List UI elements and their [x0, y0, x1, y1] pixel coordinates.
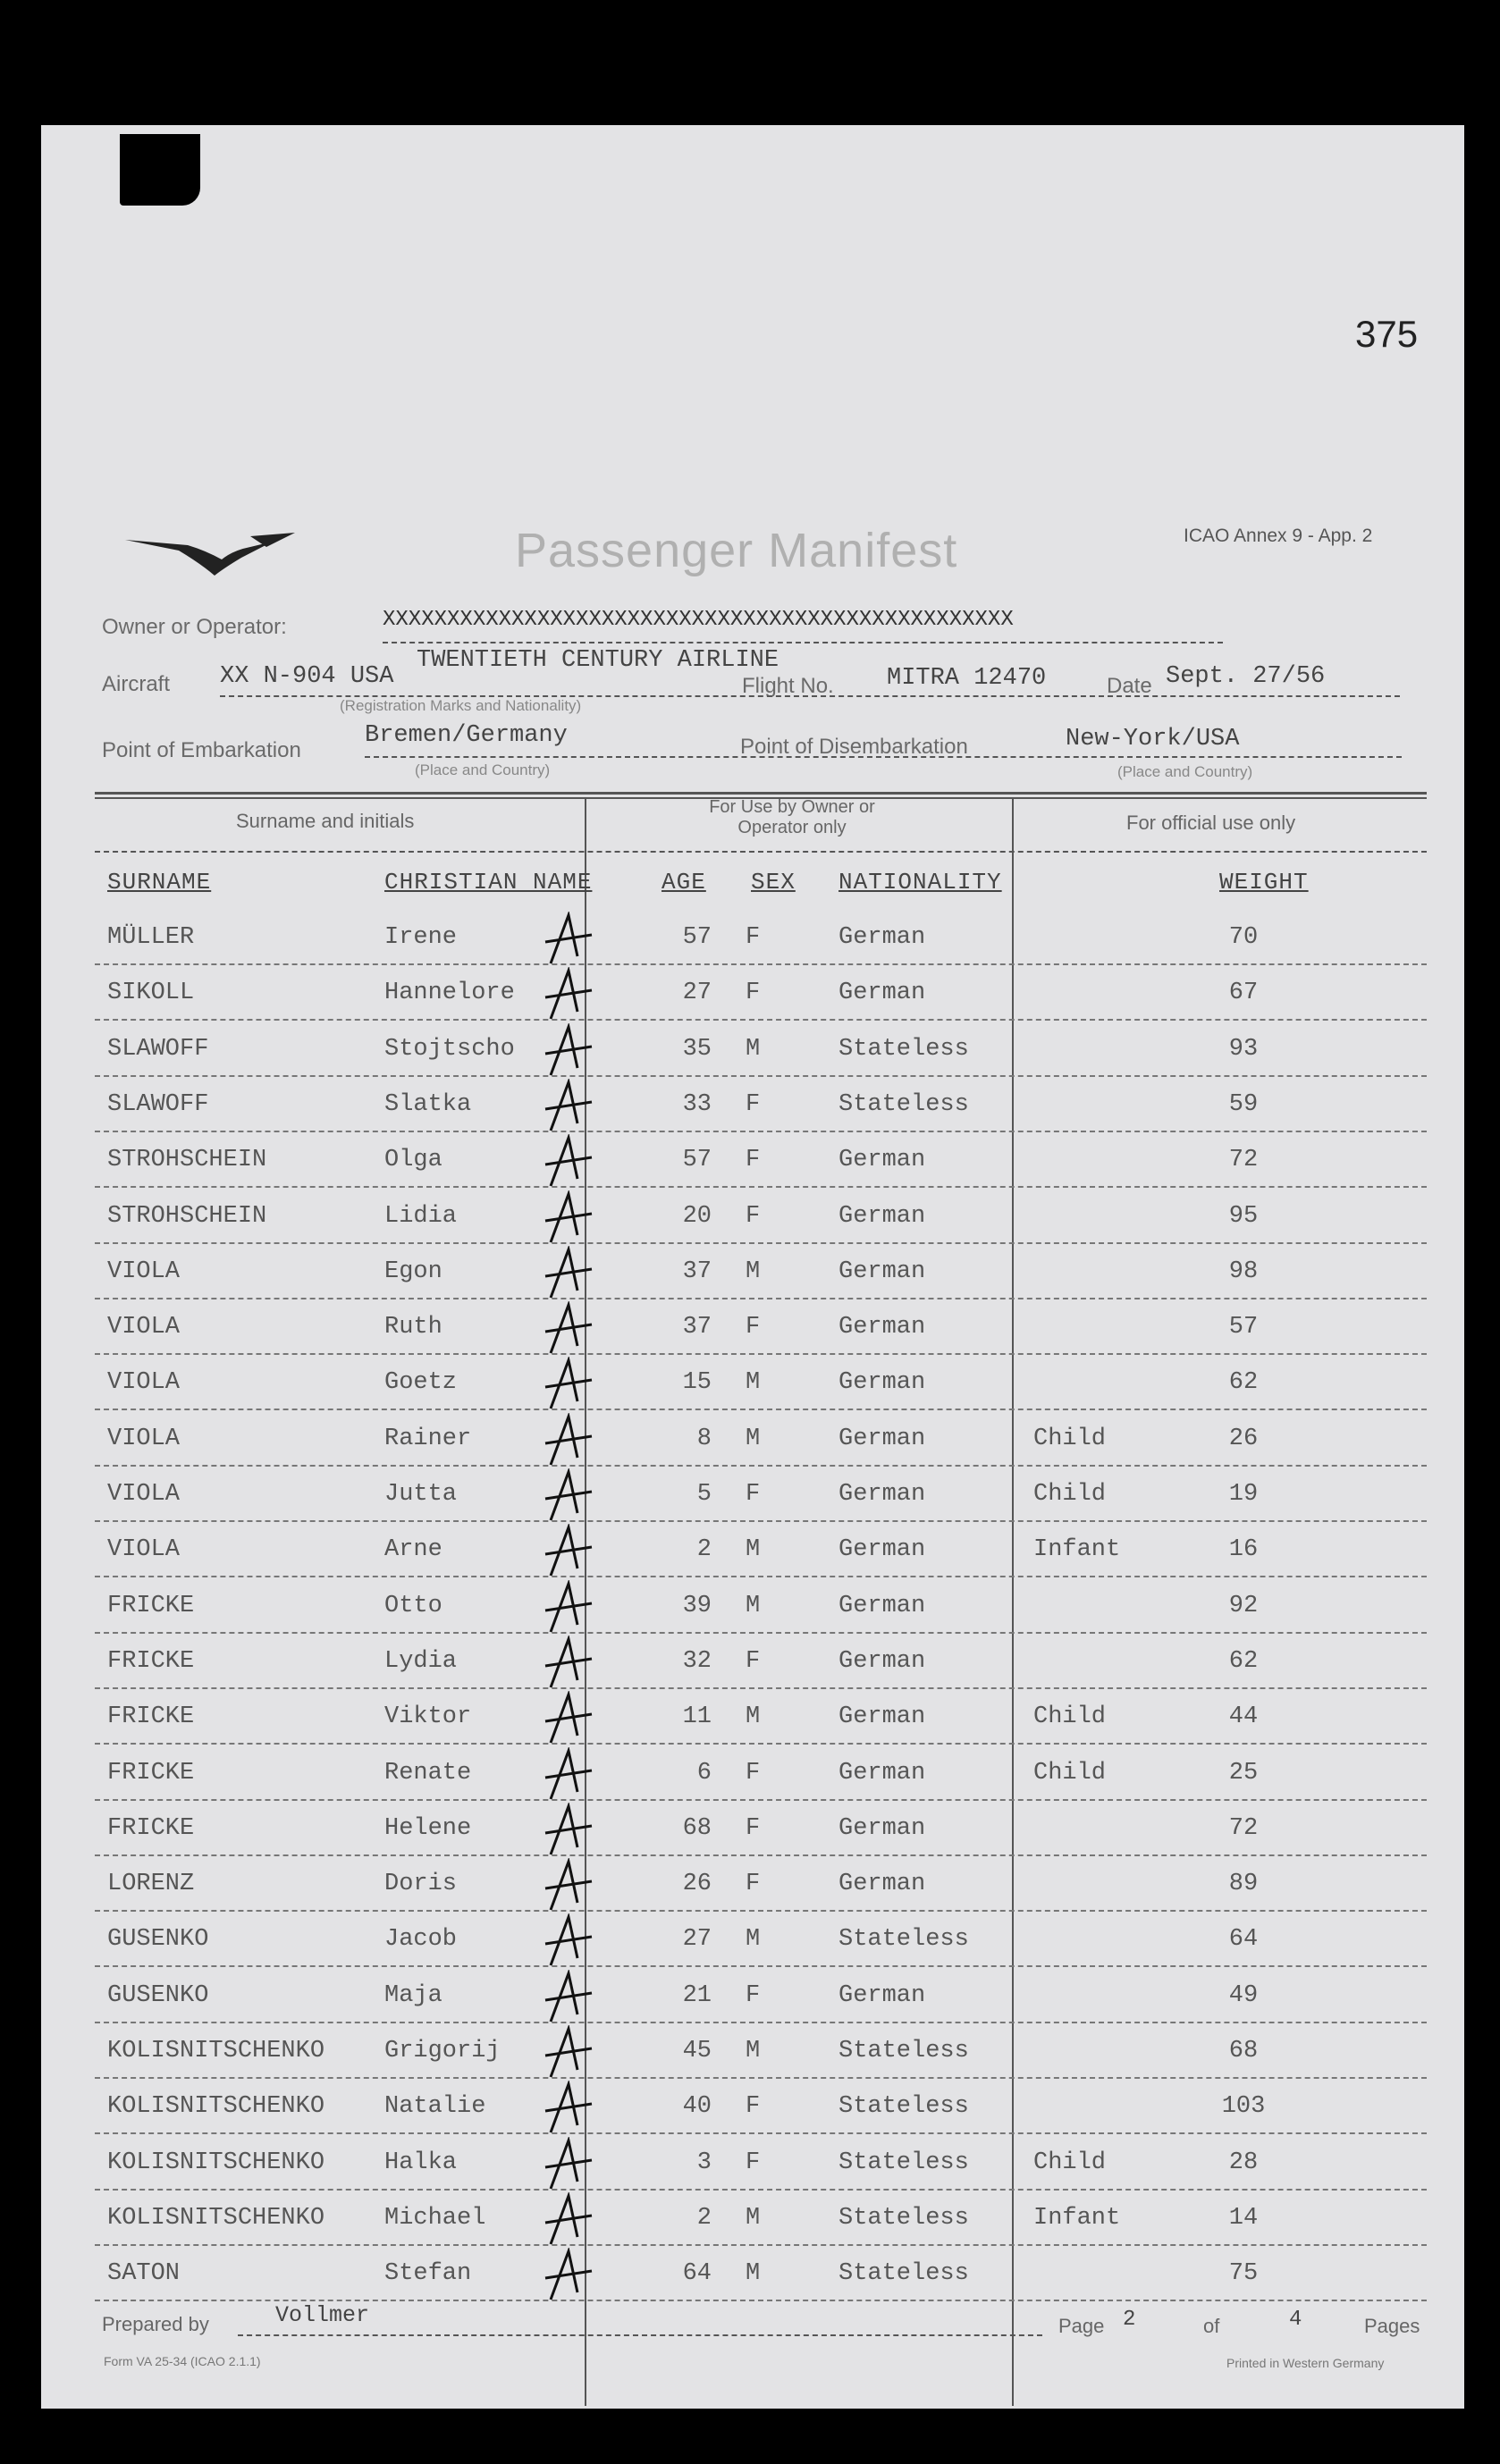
passenger-row: [41, 2248, 1464, 2303]
weight-cell: 62: [1228, 1647, 1259, 1675]
check-mark-icon: [538, 1079, 601, 1134]
check-mark-icon: [538, 1803, 601, 1858]
check-mark-icon: [538, 2192, 601, 2248]
nationality-cell: German: [838, 1369, 926, 1397]
nationality-cell: Stateless: [838, 2038, 969, 2065]
sex-cell: F: [746, 1759, 761, 1787]
weight-cell: 26: [1228, 1425, 1259, 1452]
passenger-row: [41, 1413, 1464, 1468]
weight-cell: 49: [1228, 1981, 1259, 2009]
passenger-row: [41, 1691, 1464, 1746]
christian-name-cell: Arne: [384, 1536, 442, 1564]
passenger-row: [41, 2137, 1464, 2192]
sex-cell: M: [746, 1257, 761, 1285]
flight-value: MITRA 12470: [887, 665, 1047, 692]
sex-cell: M: [746, 1425, 761, 1452]
embarkation-label: Point of Embarkation: [102, 738, 301, 762]
christian-name-cell: Doris: [384, 1871, 458, 1898]
age-cell: 15: [682, 1369, 712, 1397]
check-mark-icon: [538, 1357, 601, 1412]
sex-cell: F: [746, 1090, 761, 1118]
sex-cell: F: [746, 1147, 761, 1174]
date-label: Date: [1107, 674, 1152, 698]
christian-name-cell: Renate: [384, 1759, 472, 1787]
nationality-cell: German: [838, 1314, 926, 1341]
age-cell: 40: [682, 2093, 712, 2121]
weight-cell: 92: [1228, 1592, 1259, 1619]
surname-cell: GUSENKO: [107, 1981, 209, 2009]
sex-cell: F: [746, 1647, 761, 1675]
column-christian-name: CHRISTIAN NAME: [384, 869, 593, 896]
christian-name-cell: Lidia: [384, 1202, 458, 1230]
christian-name-cell: Halka: [384, 2149, 458, 2176]
weight-cell: 75: [1228, 2260, 1259, 2288]
of-label: of: [1203, 2315, 1220, 2337]
column-weight: WEIGHT: [1219, 869, 1309, 896]
christian-name-cell: Helene: [384, 1814, 472, 1842]
nationality-cell: German: [838, 1536, 926, 1564]
passenger-row: [41, 1134, 1464, 1190]
surname-cell: KOLISNITSCHENKO: [107, 2093, 325, 2121]
age-cell: 39: [682, 1592, 712, 1619]
passenger-row: [41, 1858, 1464, 1913]
weight-cell: 72: [1228, 1814, 1259, 1842]
age-cell: 57: [682, 924, 712, 951]
form-number: Form VA 25-34 (ICAO 2.1.1): [104, 2354, 261, 2368]
sex-cell: M: [746, 1035, 761, 1063]
passenger-row: [41, 967, 1464, 1022]
christian-name-cell: Rainer: [384, 1425, 472, 1452]
check-mark-icon: [538, 1301, 601, 1357]
check-mark-icon: [538, 1691, 601, 1746]
section-official-use: For official use only: [1126, 812, 1296, 834]
sex-cell: M: [746, 1369, 761, 1397]
check-mark-icon: [538, 1246, 601, 1301]
check-mark-icon: [538, 967, 601, 1022]
check-mark-icon: [538, 1468, 601, 1524]
surname-cell: KOLISNITSCHENKO: [107, 2204, 325, 2232]
nationality-cell: German: [838, 1981, 926, 2009]
section-surname: Surname and initials: [236, 810, 415, 832]
weight-cell: 89: [1228, 1871, 1259, 1898]
weight-cell: 44: [1228, 1703, 1259, 1731]
check-mark-icon: [538, 2137, 601, 2192]
surname-cell: GUSENKO: [107, 1926, 209, 1954]
passenger-row: [41, 1357, 1464, 1412]
check-mark-icon: [538, 1413, 601, 1468]
remark-cell: Child: [1033, 2149, 1107, 2176]
surname-cell: FRICKE: [107, 1814, 195, 1842]
check-mark-icon: [538, 1190, 601, 1246]
christian-name-cell: Michael: [384, 2204, 486, 2232]
age-cell: 68: [682, 1814, 712, 1842]
surname-cell: LORENZ: [107, 1871, 195, 1898]
nationality-cell: German: [838, 1592, 926, 1619]
passenger-row: [41, 1468, 1464, 1524]
sex-cell: F: [746, 924, 761, 951]
passenger-row: [41, 1246, 1464, 1301]
of-value: 4: [1289, 2308, 1302, 2332]
check-mark-icon: [538, 1580, 601, 1636]
flight-label: Flight No.: [742, 674, 834, 698]
sex-cell: F: [746, 1202, 761, 1230]
surname-cell: SLAWOFF: [107, 1090, 209, 1118]
sex-cell: F: [746, 1314, 761, 1341]
age-cell: 37: [682, 1314, 712, 1341]
surname-cell: VIOLA: [107, 1369, 181, 1397]
passenger-row: [41, 1190, 1464, 1246]
age-cell: 21: [682, 1981, 712, 2009]
surname-cell: FRICKE: [107, 1647, 195, 1675]
surname-cell: FRICKE: [107, 1759, 195, 1787]
christian-name-cell: Natalie: [384, 2093, 486, 2121]
passenger-row: [41, 1636, 1464, 1691]
passenger-row: [41, 912, 1464, 967]
weight-cell: 62: [1228, 1369, 1259, 1397]
weight-cell: 14: [1228, 2204, 1259, 2232]
passenger-row: [41, 2192, 1464, 2248]
passenger-row: [41, 1580, 1464, 1636]
age-cell: 27: [682, 980, 712, 1007]
nationality-cell: Stateless: [838, 2204, 969, 2232]
check-mark-icon: [538, 1636, 601, 1691]
date-value: Sept. 27/56: [1166, 663, 1326, 690]
weight-cell: 57: [1228, 1314, 1259, 1341]
disembarkation-value: New-York/USA: [1066, 726, 1240, 753]
christian-name-cell: Otto: [384, 1592, 442, 1619]
check-mark-icon: [538, 1970, 601, 2025]
check-mark-icon: [538, 2248, 601, 2303]
surname-cell: MÜLLER: [107, 924, 195, 951]
column-age: AGE: [662, 869, 706, 896]
weight-cell: 70: [1228, 924, 1259, 951]
check-mark-icon: [538, 1858, 601, 1913]
column-nationality: NATIONALITY: [838, 869, 1002, 896]
christian-name-cell: Jutta: [384, 1481, 458, 1508]
check-mark-icon: [538, 2025, 601, 2081]
pages-label: Pages: [1364, 2315, 1420, 2337]
surname-cell: KOLISNITSCHENKO: [107, 2149, 325, 2176]
age-cell: 33: [682, 1090, 712, 1118]
sex-cell: M: [746, 2260, 761, 2288]
aircraft-label: Aircraft: [102, 672, 171, 696]
page-value: 2: [1123, 2308, 1136, 2332]
remark-cell: Child: [1033, 1759, 1107, 1787]
nationality-cell: German: [838, 1202, 926, 1230]
page-title: Passenger Manifest: [515, 524, 958, 577]
nationality-cell: Stateless: [838, 1035, 969, 1063]
weight-cell: 95: [1228, 1202, 1259, 1230]
check-mark-icon: [538, 1747, 601, 1803]
disembarkation-sublabel: (Place and Country): [1117, 763, 1253, 780]
sex-cell: M: [746, 1703, 761, 1731]
passenger-row: [41, 2025, 1464, 2081]
age-cell: 27: [682, 1926, 712, 1954]
surname-cell: STROHSCHEIN: [107, 1202, 267, 1230]
age-cell: 57: [682, 1147, 712, 1174]
prepared-by-label: Prepared by: [102, 2313, 209, 2335]
weight-cell: 64: [1228, 1926, 1259, 1954]
passenger-row: [41, 1301, 1464, 1357]
owner-value: XXXXXXXXXXXXXXXXXXXXXXXXXXXXXXXXXXXXXXXXXXXXXXXXX: [383, 608, 1014, 632]
weight-cell: 103: [1221, 2093, 1266, 2121]
nationality-cell: German: [838, 1481, 926, 1508]
sex-cell: M: [746, 2204, 761, 2232]
nationality-cell: German: [838, 1257, 926, 1285]
christian-name-cell: Viktor: [384, 1703, 472, 1731]
surname-cell: STROHSCHEIN: [107, 1147, 267, 1174]
nationality-cell: German: [838, 1425, 926, 1452]
passenger-row: [41, 1079, 1464, 1134]
nationality-cell: German: [838, 924, 926, 951]
remark-cell: Child: [1033, 1703, 1107, 1731]
surname-cell: VIOLA: [107, 1425, 181, 1452]
disembarkation-label: Point of Disembarkation: [740, 735, 968, 759]
surname-cell: VIOLA: [107, 1536, 181, 1564]
nationality-cell: German: [838, 1814, 926, 1842]
age-cell: 2: [696, 1536, 712, 1564]
sex-cell: F: [746, 1481, 761, 1508]
remark-cell: Child: [1033, 1425, 1107, 1452]
age-cell: 20: [682, 1202, 712, 1230]
weight-cell: 68: [1228, 2038, 1259, 2065]
age-cell: 35: [682, 1035, 712, 1063]
sex-cell: F: [746, 1871, 761, 1898]
nationality-cell: Stateless: [838, 2149, 969, 2176]
christian-name-cell: Maja: [384, 1981, 442, 2009]
remark-cell: Child: [1033, 1481, 1107, 1508]
weight-cell: 67: [1228, 980, 1259, 1007]
christian-name-cell: Grigorij: [384, 2038, 501, 2065]
weight-cell: 16: [1228, 1536, 1259, 1564]
check-mark-icon: [538, 1524, 601, 1579]
nationality-cell: German: [838, 1871, 926, 1898]
sex-cell: M: [746, 2038, 761, 2065]
check-mark-icon: [538, 1023, 601, 1079]
weight-cell: 59: [1228, 1090, 1259, 1118]
remark-cell: Infant: [1033, 2204, 1121, 2232]
age-cell: 2: [696, 2204, 712, 2232]
passenger-row: [41, 1524, 1464, 1579]
airline-value: TWENTIETH CENTURY AIRLINE: [417, 647, 779, 674]
printed-note: Printed in Western Germany: [1226, 2356, 1385, 2370]
surname-cell: FRICKE: [107, 1592, 195, 1619]
surname-cell: SIKOLL: [107, 980, 195, 1007]
christian-name-cell: Slatka: [384, 1090, 472, 1118]
nationality-cell: Stateless: [838, 1090, 969, 1118]
christian-name-cell: Egon: [384, 1257, 442, 1285]
page-number: 375: [1355, 313, 1419, 355]
weight-cell: 25: [1228, 1759, 1259, 1787]
weight-cell: 28: [1228, 2149, 1259, 2176]
nationality-cell: German: [838, 1147, 926, 1174]
aircraft-value: XX N-904 USA: [220, 663, 394, 690]
nationality-cell: German: [838, 1703, 926, 1731]
nationality-cell: Stateless: [838, 2093, 969, 2121]
age-cell: 11: [682, 1703, 712, 1731]
age-cell: 3: [696, 2149, 712, 2176]
passenger-row: [41, 1747, 1464, 1803]
check-mark-icon: [538, 1913, 601, 1969]
manifest-sheet: [41, 125, 1464, 2409]
aircraft-sublabel: (Registration Marks and Nationality): [340, 697, 582, 714]
nationality-cell: German: [838, 1647, 926, 1675]
passenger-row: [41, 1913, 1464, 1969]
surname-cell: KOLISNITSCHENKO: [107, 2038, 325, 2065]
nationality-cell: Stateless: [838, 1926, 969, 1954]
christian-name-cell: Irene: [384, 924, 458, 951]
column-surname: SURNAME: [107, 869, 212, 896]
passenger-row: [41, 1023, 1464, 1079]
sex-cell: F: [746, 1814, 761, 1842]
binder-clip: [120, 134, 200, 206]
crane-logo-icon: [116, 515, 313, 586]
christian-name-cell: Jacob: [384, 1926, 458, 1954]
surname-cell: VIOLA: [107, 1314, 181, 1341]
age-cell: 6: [696, 1759, 712, 1787]
sex-cell: M: [746, 1592, 761, 1619]
christian-name-cell: Stefan: [384, 2260, 472, 2288]
section-owner-use: For Use by Owner or Operator only: [709, 797, 875, 837]
remark-cell: Infant: [1033, 1536, 1121, 1564]
age-cell: 45: [682, 2038, 712, 2065]
age-cell: 32: [682, 1647, 712, 1675]
surname-cell: SATON: [107, 2260, 181, 2288]
age-cell: 8: [696, 1425, 712, 1452]
weight-cell: 72: [1228, 1147, 1259, 1174]
surname-cell: FRICKE: [107, 1703, 195, 1731]
sex-cell: M: [746, 1926, 761, 1954]
nationality-cell: German: [838, 1759, 926, 1787]
passenger-row: [41, 1970, 1464, 2025]
age-cell: 26: [682, 1871, 712, 1898]
surname-cell: VIOLA: [107, 1481, 181, 1508]
passenger-row: [41, 2081, 1464, 2136]
sex-cell: F: [746, 2093, 761, 2121]
sex-cell: F: [746, 980, 761, 1007]
annex-reference: ICAO Annex 9 - App. 2: [1184, 526, 1373, 546]
weight-cell: 93: [1228, 1035, 1259, 1063]
sex-cell: F: [746, 2149, 761, 2176]
check-mark-icon: [538, 2081, 601, 2136]
check-mark-icon: [538, 912, 601, 967]
column-sex: SEX: [751, 869, 796, 896]
christian-name-cell: Hannelore: [384, 980, 515, 1007]
age-cell: 64: [682, 2260, 712, 2288]
embarkation-value: Bremen/Germany: [365, 722, 568, 749]
passenger-row: [41, 1803, 1464, 1858]
christian-name-cell: Ruth: [384, 1314, 442, 1341]
check-mark-icon: [538, 1134, 601, 1190]
page-label: Page: [1058, 2315, 1105, 2337]
sex-cell: F: [746, 1981, 761, 2009]
owner-label: Owner or Operator:: [102, 615, 287, 639]
christian-name-cell: Olga: [384, 1147, 442, 1174]
christian-name-cell: Lydia: [384, 1647, 458, 1675]
age-cell: 37: [682, 1257, 712, 1285]
nationality-cell: Stateless: [838, 2260, 969, 2288]
weight-cell: 19: [1228, 1481, 1259, 1508]
christian-name-cell: Stojtscho: [384, 1035, 515, 1063]
prepared-by-value: Vollmer: [275, 2302, 370, 2328]
surname-cell: SLAWOFF: [107, 1035, 209, 1063]
age-cell: 5: [696, 1481, 712, 1508]
christian-name-cell: Goetz: [384, 1369, 458, 1397]
sex-cell: M: [746, 1536, 761, 1564]
nationality-cell: German: [838, 980, 926, 1007]
weight-cell: 98: [1228, 1257, 1259, 1285]
embarkation-sublabel: (Place and Country): [415, 761, 551, 778]
surname-cell: VIOLA: [107, 1257, 181, 1285]
